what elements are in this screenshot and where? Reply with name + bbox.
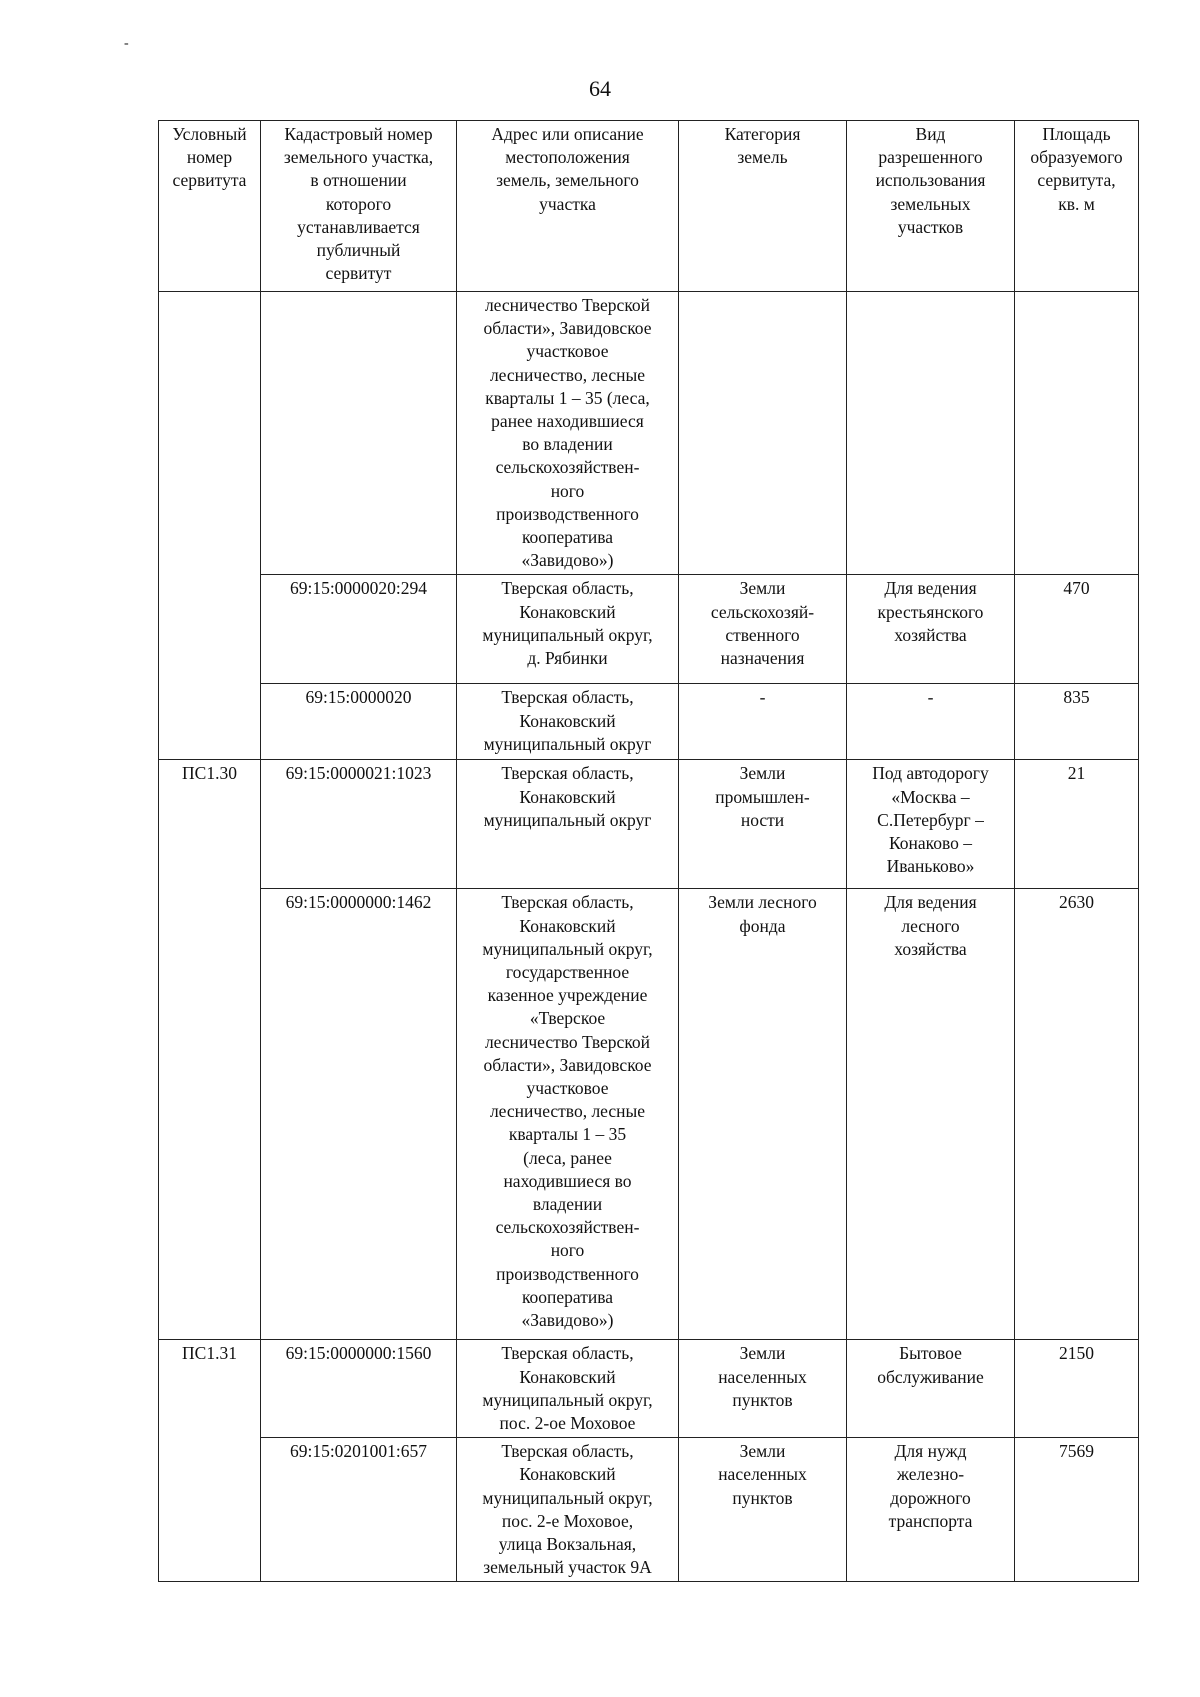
area-cell: 7569 xyxy=(1015,1438,1139,1582)
table-row xyxy=(159,760,1139,889)
header-land-category: Категория земель xyxy=(679,121,847,292)
cadastral-number-cell xyxy=(261,292,457,575)
cadastral-number-cell: 69:15:0000021:1023 xyxy=(261,760,457,889)
table-header-row xyxy=(159,121,1139,292)
address-cell: Тверская область, Конаковский муниципальный округ, пос. 2-ое Моховое xyxy=(457,1340,679,1438)
address-cell: Тверская область, Конаковский муниципальный округ, пос. 2-е Моховое, улица Вокзальная, земельный участок 9А xyxy=(457,1438,679,1582)
cadastral-number-cell: 69:15:0000000:1560 xyxy=(261,1340,457,1438)
area-cell: 2630 xyxy=(1015,889,1139,1340)
area-cell: 2150 xyxy=(1015,1340,1139,1438)
table-row xyxy=(159,292,1139,575)
permitted-use-cell: Для ведения лесного хозяйства xyxy=(847,889,1015,1340)
area-cell xyxy=(1015,292,1139,575)
cadastral-number-cell: 69:15:0201001:657 xyxy=(261,1438,457,1582)
land-category-cell: Земли населенных пунктов xyxy=(679,1340,847,1438)
cadastral-number-cell: 69:15:0000020 xyxy=(261,684,457,760)
servitude-number-cell xyxy=(159,292,261,760)
permitted-use-cell: Для нужд железно- дорожного транспорта xyxy=(847,1438,1015,1582)
header-permitted-use: Вид разрешенного использования земельных участков xyxy=(847,121,1015,292)
header-area: Площадь образуемого сервитута, кв. м xyxy=(1015,121,1139,292)
table-row xyxy=(159,889,1139,1340)
permitted-use-cell: Бытовое обслуживание xyxy=(847,1340,1015,1438)
header-cadastral-number: Кадастровый номер земельного участка, в отношении которого устанавливается публичный сервитут xyxy=(261,121,457,292)
cadastral-number-cell: 69:15:0000020:294 xyxy=(261,575,457,684)
table-row xyxy=(159,1340,1139,1438)
address-cell: Тверская область, Конаковский муниципальный округ, д. Рябинки xyxy=(457,575,679,684)
table-row xyxy=(159,1438,1139,1582)
table-row xyxy=(159,684,1139,760)
servitude-number-cell: ПС1.30 xyxy=(159,760,261,1340)
land-category-cell: Земли лесного фонда xyxy=(679,889,847,1340)
land-category-cell: Земли населенных пунктов xyxy=(679,1438,847,1582)
address-cell: лесничество Тверской области», Завидовское участковое лесничество, лесные кварталы 1 – 35 (леса, ранее находившиеся во владении сельскохозяйствен- ного производственного кооператива «Завидово») xyxy=(457,292,679,575)
table-row xyxy=(159,575,1139,684)
permitted-use-cell: Для ведения крестьянского хозяйства xyxy=(847,575,1015,684)
land-category-cell: Земли сельскохозяй- ственного назначения xyxy=(679,575,847,684)
page-number: 64 xyxy=(589,76,611,101)
header-servitude-number: Условный номер сервитута xyxy=(159,121,261,292)
address-cell: Тверская область, Конаковский муниципальный округ, государственное казенное учреждение «Тверское лесничество Тверской области», Завидовское участковое лесничество, лесные кварталы 1 – 35 (леса, ранее находившиеся во владении сельскохозяйствен- ного производственного кооператива «Завидово») xyxy=(457,889,679,1340)
servitude-table xyxy=(158,120,1139,1582)
area-cell: 835 xyxy=(1015,684,1139,760)
permitted-use-cell xyxy=(847,292,1015,575)
land-category-cell xyxy=(679,292,847,575)
area-cell: 21 xyxy=(1015,760,1139,889)
servitude-number-cell: ПС1.31 xyxy=(159,1340,261,1582)
land-category-cell: - xyxy=(679,684,847,760)
address-cell: Тверская область, Конаковский муниципальный округ xyxy=(457,684,679,760)
permitted-use-cell: - xyxy=(847,684,1015,760)
header-address: Адрес или описание местоположения земель, земельного участка xyxy=(457,121,679,292)
area-cell: 470 xyxy=(1015,575,1139,684)
cadastral-number-cell: 69:15:0000000:1462 xyxy=(261,889,457,1340)
address-cell: Тверская область, Конаковский муниципальный округ xyxy=(457,760,679,889)
permitted-use-cell: Под автодорогу «Москва – С.Петербург – Конаково – Иваньково» xyxy=(847,760,1015,889)
land-category-cell: Земли промышлен- ности xyxy=(679,760,847,889)
margin-mark: - xyxy=(124,36,129,51)
